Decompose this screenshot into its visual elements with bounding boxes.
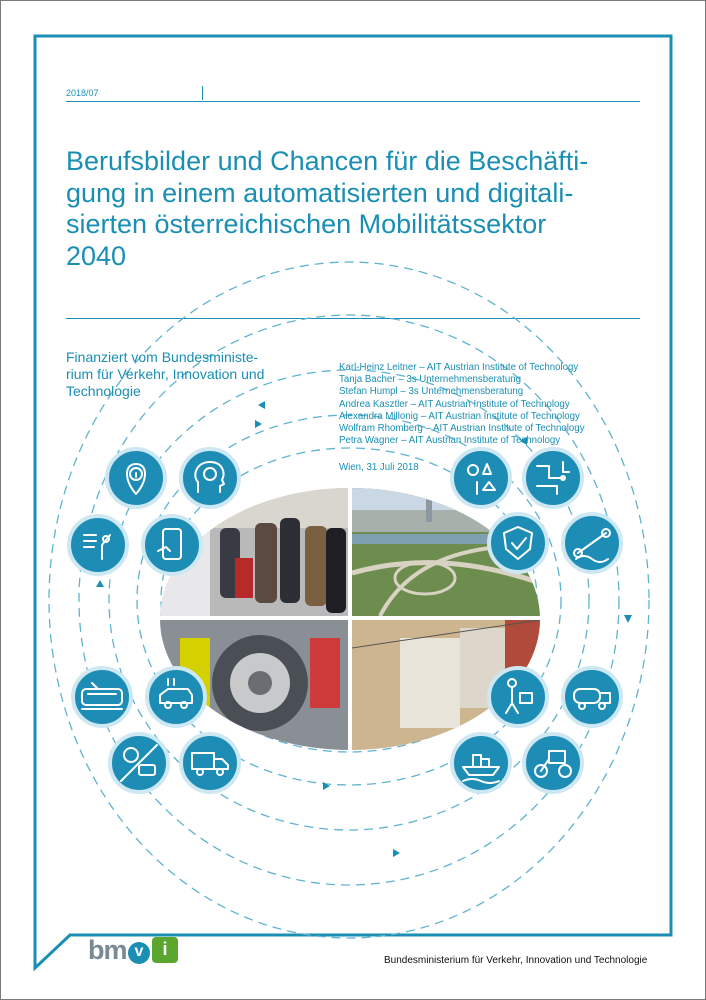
solar-wind-recycle-icon [452,449,510,507]
logo-bm: bm [88,935,127,965]
head-cycle-icon [181,449,239,507]
author-entry: Alexandra Millonig – AIT Austrian Institute of Technology [339,410,580,422]
co2-van-icon [110,734,168,792]
container-ship-icon [452,734,510,792]
author-entry: Tanja Bacher – 3s Unternehmensberatung [339,374,522,386]
title-line: sierten österreichischen Mobilitätssektor [66,209,547,239]
funding-line: rium für Verkehr, Innovation und [66,366,265,382]
title-line: gung in einem automatisierten und digitali- [66,177,574,208]
train-icon [73,668,131,726]
issue-number: 2018/07 [66,88,99,98]
author-entry: Andrea Kasztler – AIT Austrian Institute of Technology [339,398,570,410]
hand-truck-worker-icon [489,668,547,726]
truck-icon [181,734,239,792]
electric-car-icon [147,668,205,726]
publication-date: Wien, 31 Juli 2018 [339,462,419,473]
funding-line: Finanziert vom Bundesministe- [66,349,259,365]
smartphone-hand-icon [143,516,201,574]
title-line: Berufsbilder und Chancen für die Beschäfti- [66,146,589,176]
ministry-name: Bundesministerium für Verkehr, Innovation und Technologie [384,955,648,966]
cargo-bike-icon [524,734,582,792]
author-entry: Petra Wagner – AIT Austrian Institute of Technology [339,435,561,447]
shield-check-icon [489,514,547,572]
title-line: 2040 [66,240,127,271]
info-pin-icon [107,449,165,507]
funding-line: Technologie [66,383,141,399]
logo-v: v [128,942,150,964]
author-entry: Wolfram Rhomberg – AIT Austrian Institute of Technology [339,423,585,435]
author-entry: Karl-Heinz Leitner – AIT Austrian Institute of Technology [339,362,579,373]
circuit-icon [524,449,582,507]
logo-it: i [152,937,178,963]
tank-truck-icon [563,668,621,726]
author-entry: Stefan Humpl – 3s Unternehmensberatung [339,386,524,398]
worker-instructions-icon [69,516,127,574]
conveyor-icon [563,514,621,572]
